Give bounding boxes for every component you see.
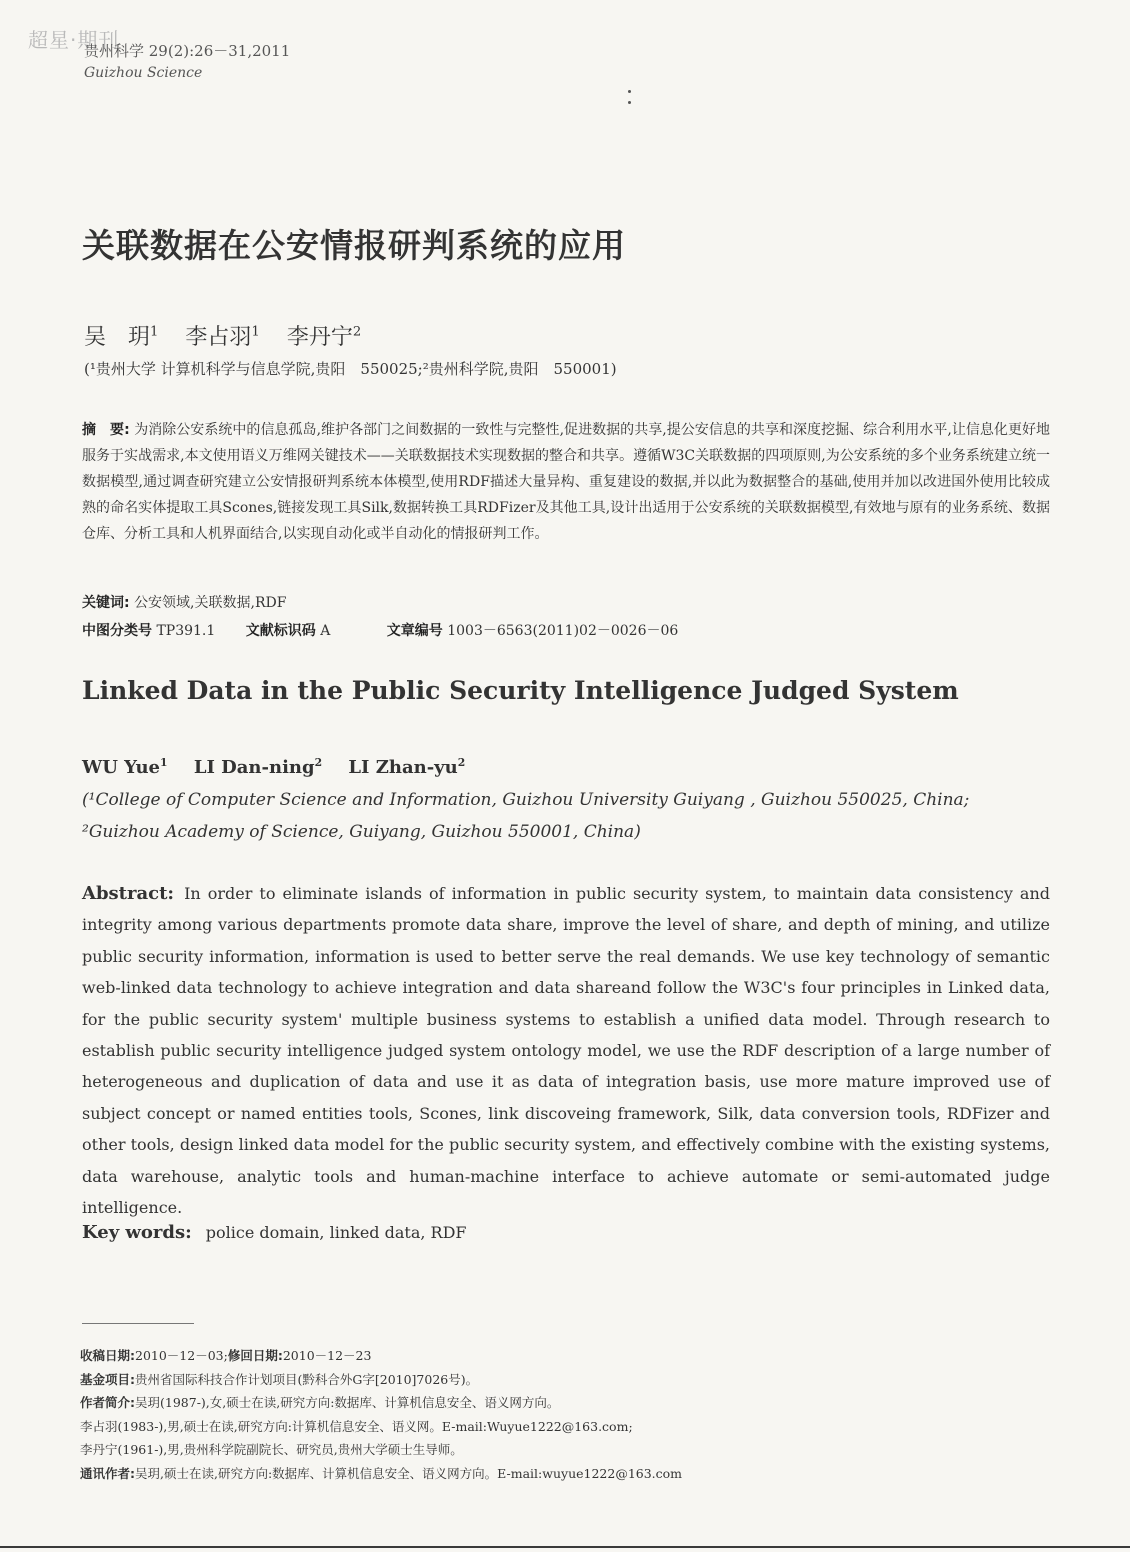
classification-line: 中图分类号 TP391.1 文献标识码 A 文章编号 1003－6563(2011)02－0026－06 [82,623,679,639]
title-cn: 关联数据在公安情报研判系统的应用 [82,226,626,265]
footnote-divider [82,1323,194,1324]
abstract-en-label: Abstract: [82,883,175,904]
watermark: 超星·期刊 [28,28,120,52]
title-en: Linked Data in the Public Security Intelligence Judged System [82,676,959,705]
footnote-author-bio: 作者简介:吴玥(1987-),女,硕士在读,研究方向:数据库、计算机信息安全、语义网方向。 [80,1395,560,1410]
journal-citation: 贵州科学 29(2):26－31,2011 [84,42,291,60]
keywords-en: Key words: police domain, linked data, RDF [82,1222,467,1243]
author-cn: 李占羽$^1$ [185,324,260,350]
author-en: LI Zhan-$yu^2$ [348,756,466,778]
footnote-dates: 收稿日期:2010－12－03;修回日期:2010－12－23 [80,1348,372,1363]
footnotes [80,1344,682,1485]
abstract-en [82,878,1050,1223]
footnote-corresponding: 通讯作者:吴玥,硕士在读,研究方向:数据库、计算机信息安全、语义网方向。E-mail:wuyue1222@163.com [80,1465,683,1481]
abstract-cn-text: 为消除公安系统中的信息孤岛,维护各部门之间数据的一致性与完整性,促进数据的共享,提公安信息的共享和深度挖掘、综合利用水平,让信息化更好地服务于实战需求,本文使用语义万维网关键技术——关联数据技术实现数据的整合和共享。遵循W3C关联数据的四项原则,为公安系统的多个业务系统建立统一数据模型,通过调查研究建立公安情报研判系统本体模型,使用RDF描述大量异构、重复建设的数据,并以此为数据整合的基础,使用并加以改进国外使用比较成熟的命名实体提取工具Scones,链接发现工具Silk,数据转换工具RDFizer及其他工具,设计出适用于公安系统的关联数据模型,有效地与原有的业务系统、数据仓库、分析工具和人机界面结合,以实现自动化或半自动化的情报研判工作。 [82,422,1051,542]
abstract-cn [82,417,1050,547]
scan-bottom-edge [0,1546,1130,1548]
scan-speck [628,101,631,104]
author-cn: 吴 玥$^1$ [84,324,159,350]
affiliation-cn: (¹贵州大学 计算机科学与信息学院,贵阳 550025;²贵州科学院,贵阳 550001) [84,360,617,378]
author-cn: 李丹宁$^2$ [286,324,362,350]
abstract-cn-label: 摘 要: [82,422,130,438]
journal-name: Guizhou Science [84,65,203,81]
keywords-cn: 关键词: 公安领域,关联数据,RDF [82,595,287,611]
authors-en [82,756,485,778]
author-en: LI Dan-ning$^2$ [193,756,323,778]
footnote-author-bio: 李丹宁(1961-),男,贵州科学院副院长、研究员,贵州大学硕士生导师。 [80,1442,463,1457]
abstract-en-text: In order to eliminate islands of information in public security system, to maintain data consistency and integrity among various departments promote data share, improve the level of share, and depth of mining, and utilize public security information, information is used to better serve the real demands. We use key technology of semantic web-linked data technology to achieve integration and data shareand follow the W3C's four principles in Linked data, for the public security system' multiple business systems to establish a unified data model. Through research to establish public security intelligence judged system ontology model, we use the RDF description of a large number of heterogeneous and duplication of data and use it as data of integration basis, use more mature improved use of subject concept or named entities tools, Scones, link discoveing framework, Silk, data conversion tools, RDFizer and other tools, design linked data model for the public security system, and effectively combine with the existing systems, data warehouse, analytic tools and human-machine interface to achieve automate or semi-automated judge intelligence. [82,884,1050,1218]
footnote-funding: 基金项目:贵州省国际科技合作计划项目(黔科合外G字[2010]7026号)。 [80,1371,479,1387]
footnote-author-bio: 李占羽(1983-),男,硕士在读,研究方向:计算机信息安全、语义网。E-mail:Wuyue1222@163.com; [80,1418,633,1434]
scan-speck [628,90,631,93]
affiliation-en: (¹College of Computer Science and Information, Guizhou University Guiyang , Guizhou 550025, China; ²Guizhou Academy of Science, Guiyang, Guizhou 550001, China) [82,790,970,842]
author-en: WU Yue$^1$ [82,756,168,778]
authors-cn [84,320,381,351]
